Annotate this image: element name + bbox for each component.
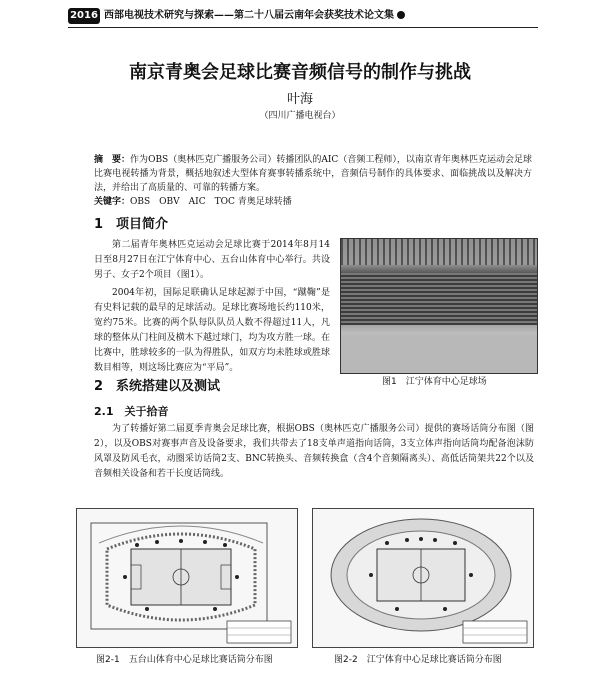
abstract <box>94 153 532 195</box>
section1-heading: 1 项目简介 <box>94 217 169 232</box>
keywords-text: OBS OBV AIC TOC 青奥足球转播 <box>130 197 292 207</box>
section2-1-heading: 2.1 关于拾音 <box>94 405 169 418</box>
section1-para1: 第二届青年奥林匹克运动会足球比赛于2014年8月14日至8月27日在江宁体育中心、五台山体育中心举行。共设男子、女子2个项目（图1）。 <box>94 240 330 280</box>
stadium-roof <box>341 239 537 265</box>
section1-para2: 2004年初，国际足联确认足球起源于中国，“蹴鞠”是有史料记载的最早的足球活动。足球比赛场地长约110米，宽约75米。比赛的两个队每队队员人数不得超过11人，凡球的整体从门柱间及横木下越过球门，均为攻方胜一球。在比赛中，胜球较多的一队为得胜队，如双方均未胜球或胜球数目相等，则这场比赛应为“平局”。 <box>94 288 330 373</box>
keywords-label: 关键字： <box>94 197 131 207</box>
year-badge: 2016 <box>68 8 100 24</box>
abstract-text: 作为OBS（奥林匹克广播服务公司）转播团队的AIC（音频工程师），以南京青年奥林匹克运动会足球比赛电视转播为背景，概括地叙述大型体育赛事转播系统中，音频信号制作的具体要求、面临挑战以及解决方法，并给出了高质量的、可靠的转播方案。 <box>94 155 532 193</box>
abstract-label: 摘 要： <box>94 155 131 165</box>
stadium-field <box>341 335 537 373</box>
author-organization: （四川广播电视台） <box>259 111 341 121</box>
keywords <box>94 196 532 209</box>
figure1-caption: 图1 江宁体育中心足球场 <box>382 377 487 387</box>
series-title <box>104 9 405 23</box>
series-title-text: 西部电视技术研究与探索——第二十八届云南年会获奖技术论文集 <box>104 10 394 21</box>
bullet-icon <box>397 11 405 19</box>
stadium-stands <box>341 273 537 325</box>
article-author: 叶海 <box>286 92 313 107</box>
stadium-photo <box>340 238 538 374</box>
figure2-1-diagram <box>76 508 298 648</box>
section2-heading: 2 系统搭建以及测试 <box>94 379 221 394</box>
figure2-2-diagram <box>312 508 534 648</box>
header-divider <box>68 27 538 28</box>
figure2-2-caption: 图2-2 江宁体育中心足球比赛话筒分布图 <box>334 655 502 665</box>
figure2-1-caption: 图2-1 五台山体育中心足球比赛话筒分布图 <box>96 655 273 665</box>
section2-1-para: 为了转播好第二届夏季青奥会足球比赛，根据OBS（奥林匹克广播服务公司）提供的赛场话筒分布图（图2），以及OBS对赛事声音及设备要求，我们共带去了18支单声道指向话筒，3支立体声指向话筒均配备泡沫防风罩及防风毛衣，动圈采访话筒2支、BNC转换头、音频转换盒（含4个音频隔离头）、高低话筒架共22个以及音频相关设备和若干长度话筒线。 <box>94 424 534 479</box>
article-title: 南京青奥会足球比赛音频信号的制作与挑战 <box>129 62 471 83</box>
